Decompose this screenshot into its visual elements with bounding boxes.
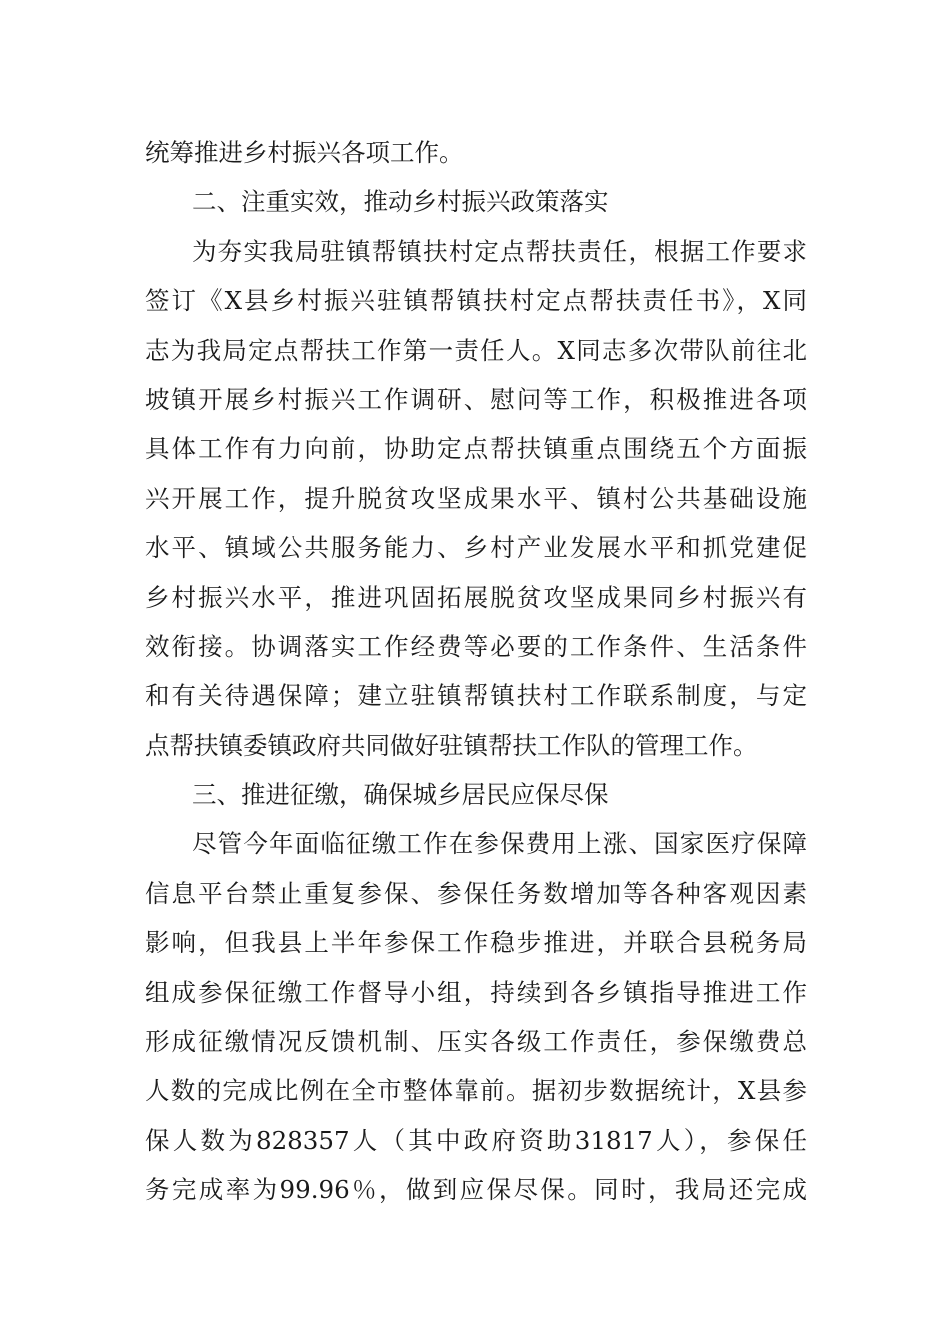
section-heading-2 — [145, 177, 807, 226]
heading-text: 三、推进征缴，确保城乡居民应保尽保 — [192, 780, 609, 810]
text-line: 坡镇开展乡村振兴工作调研、慰问等工作，积极推进各项 — [145, 384, 807, 414]
paragraph-continuation — [145, 128, 807, 177]
heading-text: 二、注重实效，推动乡村振兴政策落实 — [192, 187, 609, 217]
text-line: 影响，但我县上半年参保工作稳步推进，并联合县税务局 — [145, 928, 807, 958]
text-line: 签订《X县乡村振兴驻镇帮镇扶村定点帮扶责任书》，X同 — [145, 286, 807, 316]
paragraph-assistance — [145, 227, 807, 770]
text-line: 和有关待遇保障；建立驻镇帮镇扶村工作联系制度，与定 — [145, 681, 807, 711]
text-line: 为夯实我局驻镇帮镇扶村定点帮扶责任，根据工作要求 — [192, 236, 807, 266]
text-line: 尽管今年面临征缴工作在参保费用上涨、国家医疗保障 — [192, 829, 807, 859]
text-line: 保人数为828357人（其中政府资助31817人），参保任 — [145, 1125, 807, 1155]
text-line: 志为我局定点帮扶工作第一责任人。X同志多次带队前往北 — [145, 335, 807, 365]
text-line: 统筹推进乡村振兴各项工作。 — [145, 138, 464, 167]
text-line: 组成参保征缴工作督导小组，持续到各乡镇指导推进工作 — [145, 977, 807, 1007]
document-body — [145, 128, 807, 1215]
text-line: 水平、镇域公共服务能力、乡村产业发展水平和抓党建促 — [145, 533, 807, 563]
text-line: 人数的完成比例在全市整体靠前。据初步数据统计，X县参 — [145, 1076, 807, 1106]
paragraph-insurance — [145, 819, 807, 1214]
text-line: 具体工作有力向前，协助定点帮扶镇重点围绕五个方面振 — [145, 434, 807, 464]
text-line: 形成征缴情况反馈机制、压实各级工作责任，参保缴费总 — [145, 1027, 807, 1057]
text-line: 点帮扶镇委镇政府共同做好驻镇帮扶工作队的管理工作。 — [145, 730, 758, 760]
text-line: 乡村振兴水平，推进巩固拓展脱贫攻坚成果同乡村振兴有 — [145, 582, 807, 612]
text-line: 务完成率为99.96％，做到应保尽保。同时，我局还完成 — [145, 1175, 807, 1205]
text-line: 信息平台禁止重复参保、参保任务数增加等各种客观因素 — [145, 878, 807, 908]
section-heading-3 — [145, 770, 807, 819]
text-line: 兴开展工作，提升脱贫攻坚成果水平、镇村公共基础设施 — [145, 483, 807, 513]
text-line: 效衔接。协调落实工作经费等必要的工作条件、生活条件 — [145, 631, 807, 661]
